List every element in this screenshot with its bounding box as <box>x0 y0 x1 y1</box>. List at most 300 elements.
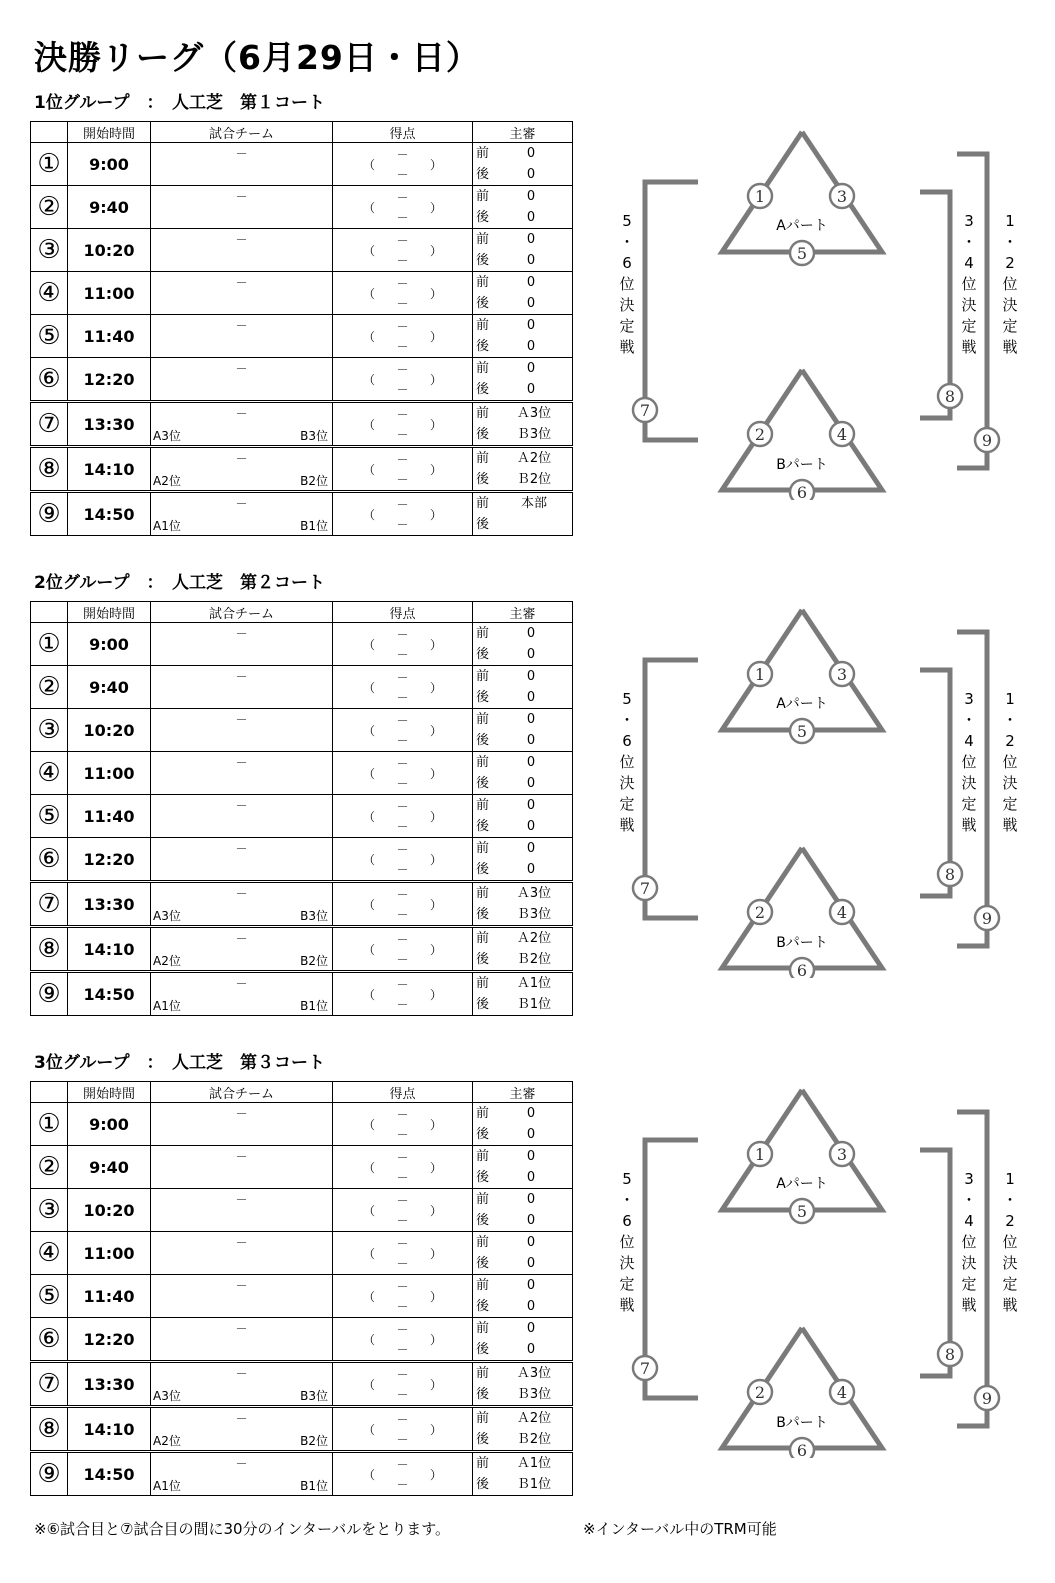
referee-half-label: 前 <box>476 318 490 333</box>
match-number: ⑦ <box>31 882 68 927</box>
referee-value: 0 <box>526 1149 536 1164</box>
score-dash-first-half: － <box>396 148 409 162</box>
part-a-label: Aパート <box>776 696 828 712</box>
team-b: B2位 <box>300 474 328 488</box>
referee-line <box>476 1408 568 1429</box>
team-b: B1位 <box>300 1479 328 1493</box>
match-referee <box>473 838 573 882</box>
header-teams: 試合チーム <box>151 1082 333 1103</box>
referee-line <box>476 773 568 794</box>
label-1-2-place-match <box>999 689 1021 836</box>
vertical-char: 1 <box>1005 212 1015 230</box>
match-referee <box>473 143 573 186</box>
vertical-char: 定 <box>961 795 977 813</box>
match-score <box>333 666 473 709</box>
match-number: ② <box>31 186 68 229</box>
match-teams <box>151 1146 333 1189</box>
team-separator: － <box>235 1279 248 1293</box>
score-open-paren: （ <box>363 508 376 522</box>
referee-line <box>476 1167 568 1188</box>
match-score <box>333 752 473 795</box>
score-open-paren: （ <box>363 810 376 824</box>
bracket-node-label: 9 <box>981 909 993 928</box>
score-close-paren: ） <box>429 463 442 477</box>
referee-half-label: 前 <box>476 1106 490 1121</box>
match-referee <box>473 752 573 795</box>
match-referee <box>473 1232 573 1275</box>
referee-half-label: 後 <box>476 647 490 662</box>
referee-value: Ｂ1位 <box>516 1477 552 1492</box>
match-referee <box>473 927 573 972</box>
match-number: ⑨ <box>31 1452 68 1496</box>
score-dash-second-half: － <box>396 211 409 225</box>
score-dash-second-half: － <box>396 1343 409 1357</box>
score-close-paren: ） <box>429 1290 442 1304</box>
match-number: ② <box>31 666 68 709</box>
match-time: 14:10 <box>68 1407 151 1452</box>
score-open-paren: （ <box>363 201 376 215</box>
bracket-node-label: 3 <box>836 665 848 684</box>
referee-value: Ａ1位 <box>516 1456 552 1471</box>
team-a: A2位 <box>153 954 181 968</box>
table-row <box>31 838 573 882</box>
referee-value: 0 <box>526 1278 536 1293</box>
vertical-char: 戦 <box>619 1296 635 1314</box>
header-num <box>31 122 68 143</box>
referee-value: Ａ3位 <box>516 1366 552 1381</box>
score-dash-first-half: － <box>396 1151 409 1165</box>
referee-half-label: 前 <box>476 1321 490 1336</box>
header-score: 得点 <box>333 122 473 143</box>
score-dash-second-half: － <box>396 908 409 922</box>
team-separator: － <box>235 1193 248 1207</box>
team-separator: － <box>235 276 248 290</box>
score-dash-first-half: － <box>396 757 409 771</box>
referee-value: Ｂ2位 <box>516 1432 552 1447</box>
bracket-node-label: 8 <box>944 1345 956 1364</box>
referee-half-label: 前 <box>476 496 490 511</box>
referee-value: 0 <box>526 862 536 877</box>
referee-half-label: 前 <box>476 1235 490 1250</box>
match-teams <box>151 143 333 186</box>
vertical-char: 決 <box>619 1254 635 1272</box>
score-open-paren: （ <box>363 1161 376 1175</box>
score-open-paren: （ <box>363 898 376 912</box>
footer-note-trm: ※インターバル中のTRM可能 <box>583 1520 777 1538</box>
vertical-char: 3 <box>964 1170 974 1188</box>
referee-half-label: 後 <box>476 952 490 967</box>
table-row <box>31 1232 573 1275</box>
score-close-paren: ） <box>429 1378 442 1392</box>
bracket-node-label: 1 <box>754 187 766 206</box>
match-number: ④ <box>31 752 68 795</box>
score-open-paren: （ <box>363 988 376 1002</box>
table-row <box>31 358 573 402</box>
team-separator: － <box>235 319 248 333</box>
referee-line <box>476 358 568 379</box>
referee-half-label: 後 <box>476 167 490 182</box>
referee-line <box>476 469 568 490</box>
team-separator: － <box>235 407 248 421</box>
referee-half-label: 前 <box>476 1192 490 1207</box>
match-time: 14:50 <box>68 972 151 1016</box>
part-b-label: Bパート <box>776 457 828 473</box>
team-separator: － <box>235 1367 248 1381</box>
label-5-6-place-match <box>616 1169 638 1316</box>
vertical-char: ・ <box>961 233 977 251</box>
bracket-diagram <box>600 598 1040 978</box>
match-time: 11:40 <box>68 795 151 838</box>
referee-line <box>476 1253 568 1274</box>
match-referee <box>473 186 573 229</box>
match-referee <box>473 358 573 402</box>
vertical-char: 定 <box>619 795 635 813</box>
match-number: ⑧ <box>31 447 68 492</box>
header-teams: 試合チーム <box>151 122 333 143</box>
vertical-char: 定 <box>619 317 635 335</box>
match-score <box>333 186 473 229</box>
score-open-paren: （ <box>363 1204 376 1218</box>
referee-line <box>476 644 568 665</box>
referee-line <box>476 730 568 751</box>
score-dash-second-half: － <box>396 1128 409 1142</box>
team-separator: － <box>235 147 248 161</box>
match-time: 10:20 <box>68 229 151 272</box>
table-row <box>31 315 573 358</box>
match-score <box>333 358 473 402</box>
table-row <box>31 623 573 666</box>
match-teams <box>151 1103 333 1146</box>
referee-value: 0 <box>526 296 536 311</box>
referee-value: Ｂ1位 <box>516 997 552 1012</box>
bracket-node-label: 5 <box>796 722 808 741</box>
score-open-paren: （ <box>363 1378 376 1392</box>
score-dash-second-half: － <box>396 777 409 791</box>
vertical-char: 5 <box>622 1170 632 1188</box>
match-teams <box>151 358 333 402</box>
table-row <box>31 186 573 229</box>
label-3-4-place-match <box>958 1169 980 1316</box>
score-dash-first-half: － <box>396 1323 409 1337</box>
referee-value: 0 <box>526 167 536 182</box>
vertical-char: 位 <box>619 753 635 771</box>
bracket-node-label: 4 <box>836 1383 848 1402</box>
match-time: 9:40 <box>68 666 151 709</box>
referee-half-label: 後 <box>476 1432 490 1447</box>
referee-value: 0 <box>526 819 536 834</box>
referee-line <box>476 424 568 445</box>
referee-line <box>476 1429 568 1450</box>
vertical-char: 定 <box>1002 1275 1018 1293</box>
match-referee <box>473 272 573 315</box>
vertical-char: 戦 <box>1002 338 1018 356</box>
referee-line <box>476 795 568 816</box>
score-close-paren: ） <box>429 810 442 824</box>
score-close-paren: ） <box>429 201 442 215</box>
referee-half-label: 後 <box>476 733 490 748</box>
score-open-paren: （ <box>363 943 376 957</box>
match-referee <box>473 1362 573 1407</box>
match-score <box>333 1275 473 1318</box>
match-number: ⑥ <box>31 1318 68 1362</box>
vertical-char: 3 <box>964 690 974 708</box>
match-referee <box>473 447 573 492</box>
referee-line <box>476 1474 568 1495</box>
score-dash-second-half: － <box>396 428 409 442</box>
label-3-4-place-match <box>958 211 980 358</box>
match-referee <box>473 1407 573 1452</box>
referee-line <box>476 143 568 164</box>
vertical-char: 決 <box>961 296 977 314</box>
score-dash-second-half: － <box>396 518 409 532</box>
header-time: 開始時間 <box>68 1082 151 1103</box>
referee-half-label: 後 <box>476 1256 490 1271</box>
match-score <box>333 402 473 447</box>
referee-half-label: 後 <box>476 296 490 311</box>
referee-line <box>476 1124 568 1145</box>
referee-line <box>476 1275 568 1296</box>
referee-half-label: 後 <box>476 907 490 922</box>
referee-line <box>476 1384 568 1405</box>
match-score <box>333 1362 473 1407</box>
bracket-node-label: 2 <box>754 903 766 922</box>
match-time: 9:00 <box>68 623 151 666</box>
match-number: ④ <box>31 272 68 315</box>
match-time: 10:20 <box>68 1189 151 1232</box>
referee-value: 0 <box>526 733 536 748</box>
score-dash-second-half: － <box>396 1300 409 1314</box>
referee-value: 0 <box>526 798 536 813</box>
referee-value: 0 <box>526 232 536 247</box>
referee-line <box>476 1232 568 1253</box>
score-dash-second-half: － <box>396 1388 409 1402</box>
vertical-char: 戦 <box>619 338 635 356</box>
team-separator: － <box>235 887 248 901</box>
match-number: ⑤ <box>31 315 68 358</box>
referee-line <box>476 904 568 925</box>
referee-half-label: 前 <box>476 189 490 204</box>
team-a: A2位 <box>153 1434 181 1448</box>
score-close-paren: ） <box>429 898 442 912</box>
triangle-a-part <box>722 1090 882 1210</box>
table-row <box>31 1362 573 1407</box>
bracket-node-label: 6 <box>796 1441 808 1458</box>
referee-half-label: 後 <box>476 472 490 487</box>
referee-line <box>476 379 568 400</box>
referee-value: 0 <box>526 841 536 856</box>
match-number: ② <box>31 1146 68 1189</box>
triangle-a-part <box>722 610 882 730</box>
referee-value: 0 <box>526 1106 536 1121</box>
score-dash-first-half: － <box>396 888 409 902</box>
score-dash-first-half: － <box>396 843 409 857</box>
score-close-paren: ） <box>429 638 442 652</box>
score-dash-second-half: － <box>396 953 409 967</box>
referee-value: 0 <box>526 1321 536 1336</box>
vertical-char: 決 <box>619 774 635 792</box>
match-time: 11:00 <box>68 752 151 795</box>
score-dash-second-half: － <box>396 998 409 1012</box>
vertical-char: ・ <box>1002 1191 1018 1209</box>
table-row <box>31 272 573 315</box>
referee-line <box>476 687 568 708</box>
match-time: 14:10 <box>68 927 151 972</box>
score-dash-second-half: － <box>396 254 409 268</box>
team-separator: － <box>235 842 248 856</box>
vertical-char: 位 <box>619 1233 635 1251</box>
referee-value: Ｂ2位 <box>516 472 552 487</box>
match-time: 12:20 <box>68 1318 151 1362</box>
header-num <box>31 1082 68 1103</box>
score-open-paren: （ <box>363 638 376 652</box>
match-score <box>333 972 473 1016</box>
referee-line <box>476 250 568 271</box>
referee-line <box>476 928 568 949</box>
match-time: 12:20 <box>68 838 151 882</box>
match-time: 9:00 <box>68 1103 151 1146</box>
team-b: B2位 <box>300 954 328 968</box>
team-separator: － <box>235 233 248 247</box>
vertical-char: ・ <box>961 711 977 729</box>
match-number: ⑥ <box>31 838 68 882</box>
referee-line <box>476 229 568 250</box>
match-score <box>333 272 473 315</box>
label-5-6-place-match <box>616 689 638 836</box>
header-row <box>31 1082 573 1103</box>
score-dash-first-half: － <box>396 363 409 377</box>
score-dash-first-half: － <box>396 800 409 814</box>
score-close-paren: ） <box>429 330 442 344</box>
match-referee <box>473 709 573 752</box>
vertical-char: 4 <box>964 254 974 272</box>
vertical-char: 2 <box>1005 1212 1015 1230</box>
referee-value: 0 <box>526 1213 536 1228</box>
score-dash-first-half: － <box>396 1237 409 1251</box>
score-dash-first-half: － <box>396 1368 409 1382</box>
match-number: ⑦ <box>31 1362 68 1407</box>
score-open-paren: （ <box>363 330 376 344</box>
team-separator: － <box>235 756 248 770</box>
referee-half-label: 後 <box>476 517 490 532</box>
referee-value: 0 <box>526 1170 536 1185</box>
table-row <box>31 1146 573 1189</box>
referee-half-label: 前 <box>476 931 490 946</box>
referee-line <box>476 493 568 514</box>
referee-half-label: 後 <box>476 1387 490 1402</box>
referee-line <box>476 1318 568 1339</box>
referee-half-label: 後 <box>476 1299 490 1314</box>
match-number: ④ <box>31 1232 68 1275</box>
match-score <box>333 1232 473 1275</box>
match-score <box>333 492 473 536</box>
match-time: 11:00 <box>68 1232 151 1275</box>
referee-value: 0 <box>526 712 536 727</box>
referee-half-label: 後 <box>476 776 490 791</box>
referee-half-label: 後 <box>476 427 490 442</box>
score-dash-first-half: － <box>396 933 409 947</box>
match-score <box>333 315 473 358</box>
table-row <box>31 402 573 447</box>
referee-line <box>476 186 568 207</box>
referee-line <box>476 994 568 1015</box>
referee-value: 0 <box>526 626 536 641</box>
match-teams <box>151 1275 333 1318</box>
bracket-diagram <box>600 1078 1040 1458</box>
vertical-char: ・ <box>619 233 635 251</box>
referee-half-label: 後 <box>476 253 490 268</box>
team-a: A3位 <box>153 909 181 923</box>
score-open-paren: （ <box>363 681 376 695</box>
header-referee: 主審 <box>473 1082 573 1103</box>
score-dash-first-half: － <box>396 714 409 728</box>
score-open-paren: （ <box>363 1468 376 1482</box>
referee-half-label: 後 <box>476 997 490 1012</box>
referee-value: 0 <box>526 318 536 333</box>
bracket-node-label: 9 <box>981 431 993 450</box>
score-close-paren: ） <box>429 1118 442 1132</box>
match-referee <box>473 1189 573 1232</box>
match-score <box>333 1452 473 1496</box>
vertical-char: 定 <box>961 1275 977 1293</box>
referee-line <box>476 973 568 994</box>
vertical-char: 6 <box>622 732 632 750</box>
score-dash-first-half: － <box>396 191 409 205</box>
vertical-char: 位 <box>961 1233 977 1251</box>
team-a: A3位 <box>153 1389 181 1403</box>
score-close-paren: ） <box>429 1423 442 1437</box>
team-a: A3位 <box>153 429 181 443</box>
referee-half-label: 後 <box>476 1342 490 1357</box>
match-score <box>333 1146 473 1189</box>
referee-line <box>476 666 568 687</box>
referee-value: 0 <box>526 253 536 268</box>
bracket-node-label: 8 <box>944 387 956 406</box>
bracket-node-label: 2 <box>754 425 766 444</box>
score-dash-first-half: － <box>396 1108 409 1122</box>
vertical-char: 戦 <box>619 816 635 834</box>
score-close-paren: ） <box>429 1468 442 1482</box>
score-close-paren: ） <box>429 158 442 172</box>
part-a-label: Aパート <box>776 1176 828 1192</box>
match-score <box>333 882 473 927</box>
referee-half-label: 前 <box>476 712 490 727</box>
match-score <box>333 1189 473 1232</box>
team-a: A1位 <box>153 519 181 533</box>
vertical-char: 5 <box>622 212 632 230</box>
referee-value: Ｂ2位 <box>516 952 552 967</box>
vertical-char: 6 <box>622 1212 632 1230</box>
score-open-paren: （ <box>363 1247 376 1261</box>
vertical-char: ・ <box>961 1191 977 1209</box>
match-time: 12:20 <box>68 358 151 402</box>
group-heading: 3位グループ ： 人工芝 第３コート <box>34 1053 325 1073</box>
referee-line <box>476 623 568 644</box>
referee-value: Ａ2位 <box>516 931 552 946</box>
referee-line <box>476 207 568 228</box>
table-row <box>31 795 573 838</box>
score-open-paren: （ <box>363 373 376 387</box>
vertical-char: 戦 <box>1002 816 1018 834</box>
referee-value: 0 <box>526 647 536 662</box>
referee-line <box>476 403 568 424</box>
referee-line <box>476 514 568 535</box>
match-number: ⑧ <box>31 927 68 972</box>
match-time: 13:30 <box>68 402 151 447</box>
vertical-char: 位 <box>1002 1233 1018 1251</box>
match-teams <box>151 1232 333 1275</box>
referee-value: 0 <box>526 275 536 290</box>
bracket-node-label: 6 <box>796 483 808 500</box>
